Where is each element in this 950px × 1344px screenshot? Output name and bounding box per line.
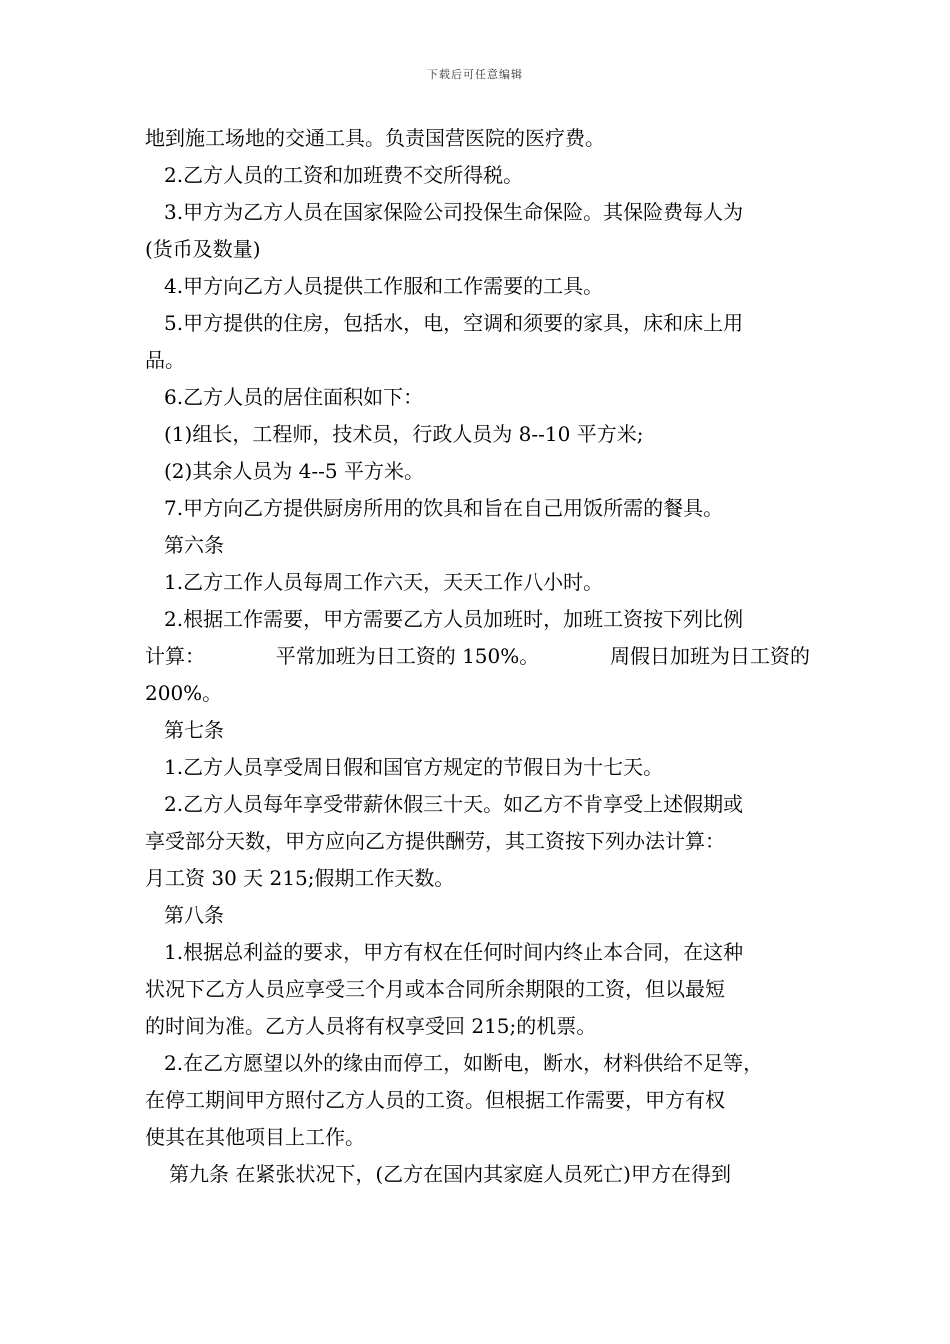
text-line: 1.乙方人员享受周日假和国官方规定的节假日为十七天。 [164,755,664,779]
text-line: (2)其余人员为 4--5 平方米。 [164,459,425,483]
section-heading: 第八条 [164,903,224,927]
text-line: 1.乙方工作人员每周工作六天，天天工作八小时。 [164,570,604,594]
text-line: 4.甲方向乙方人员提供工作服和工作需要的工具。 [164,274,604,298]
text-line: 3.甲方为乙方人员在国家保险公司投保生命保险。其保险费每人为 [164,200,744,224]
section-heading: 第六条 [164,533,224,557]
text-line: 月工资 30 天 215;假期工作天数。 [145,866,455,890]
text-line: 1.根据总利益的要求，甲方有权在任何时间内终止本合同，在这种 [164,940,744,964]
text-line: 2.根据工作需要，甲方需要乙方人员加班时，加班工资按下列比例 [164,607,744,631]
text-line: 2.乙方人员的工资和加班费不交所得税。 [164,163,524,187]
text-line: (1)组长，工程师，技术员，行政人员为 8--10 平方米; [164,422,644,446]
text-line: 5.甲方提供的住房，包括水，电，空调和须要的家具，床和床上用 [164,311,744,335]
text-line: 的时间为准。乙方人员将有权享受回 215;的机票。 [145,1014,597,1038]
text-line: 第九条 在紧张状况下，(乙方在国内其家庭人员死亡)甲方在得到 [169,1162,731,1186]
text-line: 7.甲方向乙方提供厨房所用的饮具和旨在自己用饭所需的餐具。 [164,496,724,520]
text-line: 地到施工场地的交通工具。负责国营医院的医疗费。 [145,126,605,150]
text-line: 2.在乙方愿望以外的缘由而停工，如断电，断水，材料供给不足等， [164,1051,764,1075]
text-line: 200%。 [145,681,223,705]
overtime-rate-line [145,638,810,675]
section-heading: 第七条 [164,718,224,742]
text-line: (货币及数量) [145,237,261,261]
text-line: 6.乙方人员的居住面积如下： [164,385,424,409]
text-line: 在停工期间甲方照付乙方人员的工资。但根据工作需要，甲方有权 [145,1088,725,1112]
text-line: 状况下乙方人员应享受三个月或本合同所余期限的工资，但以最短 [145,977,725,1001]
text-line: 使其在其他项目上工作。 [145,1125,365,1149]
overtime-part-1: 计算： [145,644,205,668]
document-body [145,120,810,1193]
text-line: 享受部分天数，甲方应向乙方提供酬劳，其工资按下列办法计算： [145,829,725,853]
page-header: 下载后可任意编辑 [427,68,523,81]
text-line: 2.乙方人员每年享受带薪休假三十天。如乙方不肯享受上述假期或 [164,792,744,816]
overtime-part-3: 周假日加班为日工资的 [609,644,810,668]
overtime-part-2: 平常加班为日工资的 150%。 [275,644,540,668]
text-line: 品。 [145,348,185,372]
